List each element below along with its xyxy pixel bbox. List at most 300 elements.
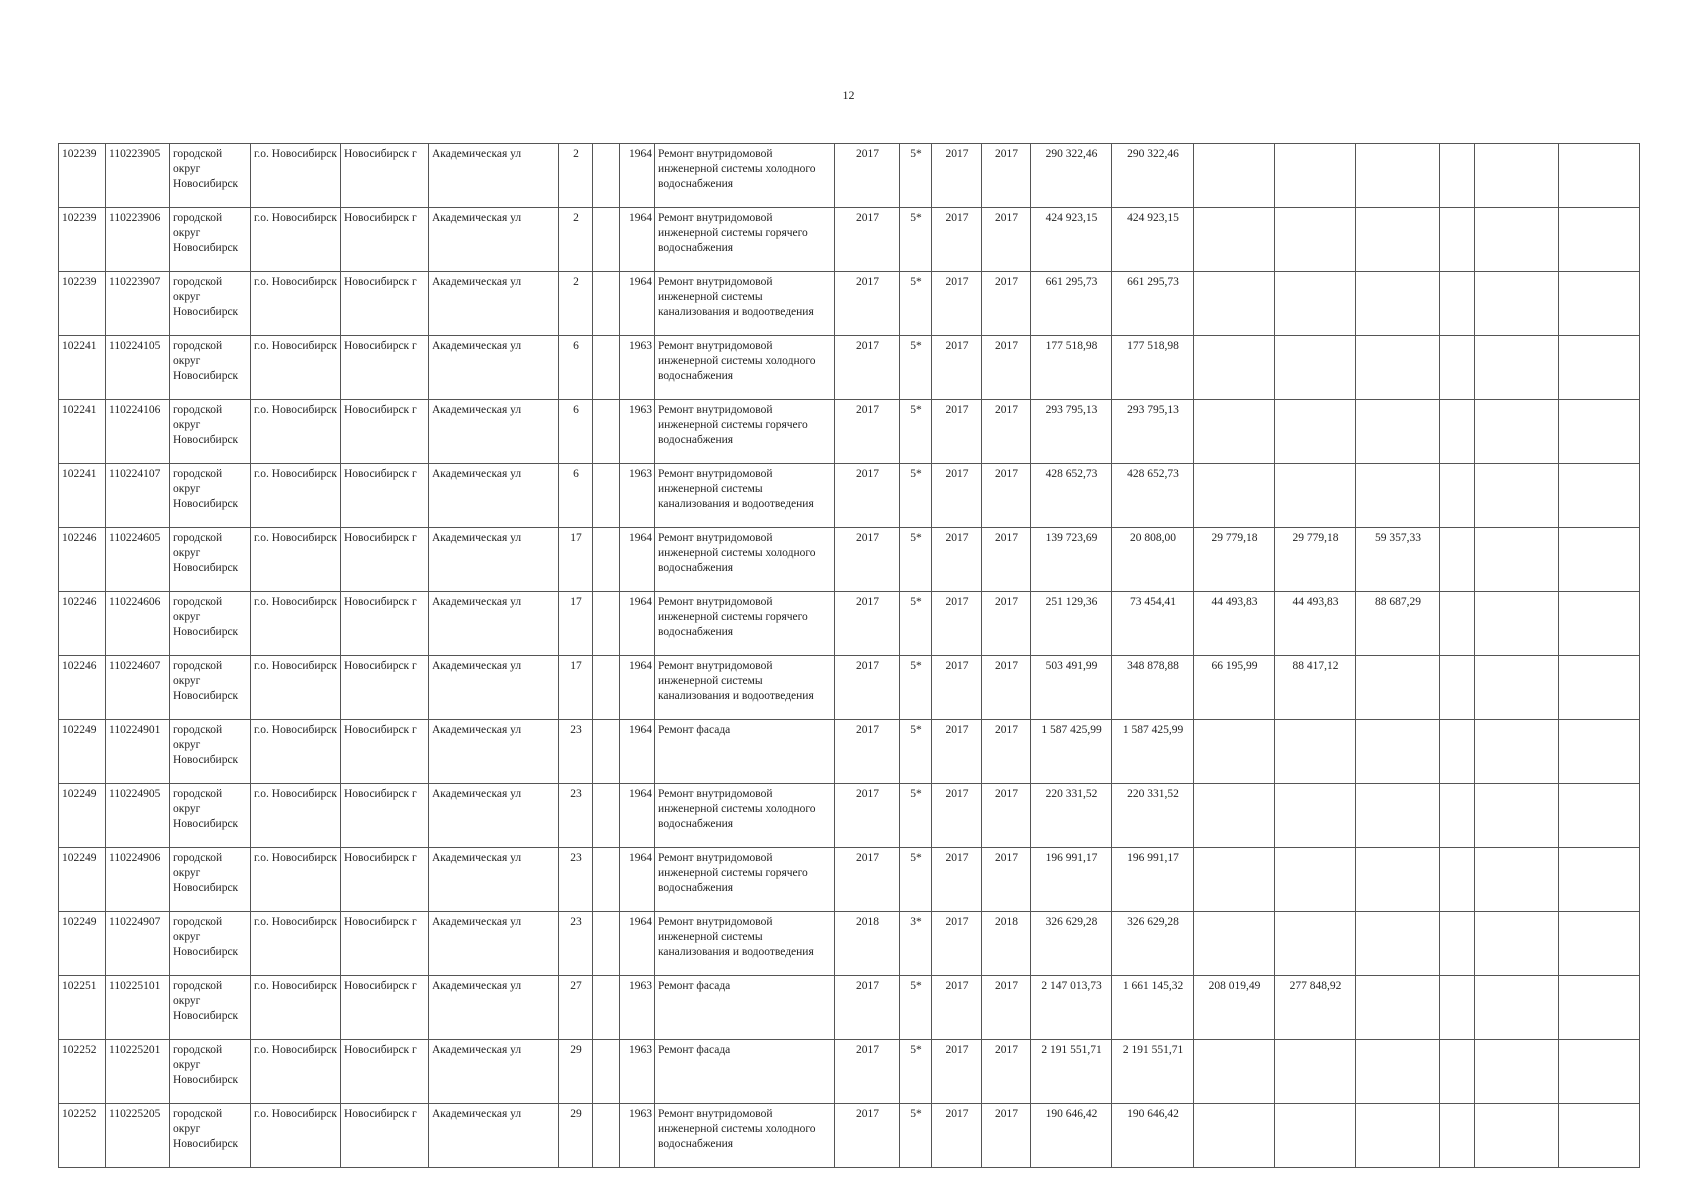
cell-work-id: 110224907 (106, 912, 170, 976)
cell-fund-c (1356, 336, 1440, 400)
cell-year-built: 1963 (620, 336, 655, 400)
cell-year-built: 1964 (620, 912, 655, 976)
cell-fund-b: 88 417,12 (1275, 656, 1356, 720)
cell-municipality: г.о. Новосибирск (251, 1104, 341, 1168)
cell-house-id: 102252 (59, 1040, 106, 1104)
cell-year-from: 2017 (932, 848, 982, 912)
cell-extra-1 (1440, 592, 1475, 656)
cell-fund-b (1275, 1040, 1356, 1104)
cell-fund-b (1275, 336, 1356, 400)
cell-total-cost: 177 518,98 (1031, 336, 1112, 400)
cell-letter (593, 720, 620, 784)
cell-house-number: 2 (559, 208, 593, 272)
cell-extra-1 (1440, 720, 1475, 784)
cell-fund-regional: 2 191 551,71 (1112, 1040, 1194, 1104)
cell-municipality: г.о. Новосибирск (251, 848, 341, 912)
cell-extra-3 (1559, 1104, 1640, 1168)
cell-fund-c: 88 687,29 (1356, 592, 1440, 656)
cell-plan-year: 2017 (835, 720, 900, 784)
cell-municipality: г.о. Новосибирск (251, 976, 341, 1040)
cell-year-to: 2018 (982, 912, 1031, 976)
cell-extra-1 (1440, 272, 1475, 336)
cell-letter (593, 1040, 620, 1104)
cell-work-type: Ремонт внутридомовой инженерной системы канализования и водоотведения (655, 464, 835, 528)
cell-house-number: 23 (559, 848, 593, 912)
cell-year-to: 2017 (982, 976, 1031, 1040)
cell-fund-a (1194, 912, 1275, 976)
cell-plan-year: 2017 (835, 656, 900, 720)
cell-fund-a (1194, 464, 1275, 528)
page-number: 12 (842, 88, 855, 102)
cell-street: Академическая ул (429, 912, 559, 976)
cell-extra-1 (1440, 912, 1475, 976)
cell-fund-a (1194, 784, 1275, 848)
cell-plan-year: 2017 (835, 1040, 900, 1104)
cell-plan-year: 2017 (835, 528, 900, 592)
cell-district: городской округ Новосибирск (170, 336, 251, 400)
cell-work-type: Ремонт внутридомовой инженерной системы канализования и водоотведения (655, 272, 835, 336)
table-row (59, 1040, 1640, 1104)
cell-street: Академическая ул (429, 272, 559, 336)
cell-fund-regional: 1 661 145,32 (1112, 976, 1194, 1040)
cell-category: 5* (900, 144, 932, 208)
cell-extra-2 (1475, 336, 1559, 400)
cell-category: 5* (900, 208, 932, 272)
cell-house-id: 102239 (59, 272, 106, 336)
cell-district: городской округ Новосибирск (170, 1104, 251, 1168)
cell-total-cost: 220 331,52 (1031, 784, 1112, 848)
cell-street: Академическая ул (429, 976, 559, 1040)
cell-house-id: 102252 (59, 1104, 106, 1168)
cell-fund-b (1275, 848, 1356, 912)
cell-fund-regional: 661 295,73 (1112, 272, 1194, 336)
cell-fund-c (1356, 976, 1440, 1040)
cell-extra-2 (1475, 528, 1559, 592)
cell-fund-regional: 20 808,00 (1112, 528, 1194, 592)
cell-fund-c (1356, 144, 1440, 208)
cell-fund-c (1356, 784, 1440, 848)
cell-category: 5* (900, 976, 932, 1040)
cell-locality: Новосибирск г (341, 1040, 429, 1104)
cell-year-from: 2017 (932, 464, 982, 528)
cell-year-to: 2017 (982, 400, 1031, 464)
cell-year-built: 1964 (620, 720, 655, 784)
cell-locality: Новосибирск г (341, 720, 429, 784)
table-row (59, 848, 1640, 912)
cell-year-built: 1964 (620, 144, 655, 208)
cell-locality: Новосибирск г (341, 208, 429, 272)
cell-total-cost: 251 129,36 (1031, 592, 1112, 656)
cell-letter (593, 464, 620, 528)
cell-extra-1 (1440, 656, 1475, 720)
cell-house-number: 29 (559, 1104, 593, 1168)
cell-work-type: Ремонт внутридомовой инженерной системы холодного водоснабжения (655, 784, 835, 848)
cell-work-type: Ремонт фасада (655, 1040, 835, 1104)
cell-fund-a: 44 493,83 (1194, 592, 1275, 656)
cell-total-cost: 428 652,73 (1031, 464, 1112, 528)
cell-extra-3 (1559, 272, 1640, 336)
cell-house-id: 102246 (59, 592, 106, 656)
cell-year-built: 1963 (620, 1040, 655, 1104)
cell-extra-1 (1440, 336, 1475, 400)
cell-fund-c (1356, 720, 1440, 784)
cell-category: 3* (900, 912, 932, 976)
cell-fund-regional: 190 646,42 (1112, 1104, 1194, 1168)
cell-year-built: 1964 (620, 784, 655, 848)
table-row (59, 400, 1640, 464)
cell-year-built: 1963 (620, 1104, 655, 1168)
cell-letter (593, 656, 620, 720)
cell-fund-c (1356, 656, 1440, 720)
cell-plan-year: 2017 (835, 144, 900, 208)
cell-house-number: 6 (559, 464, 593, 528)
cell-fund-c (1356, 208, 1440, 272)
cell-plan-year: 2017 (835, 784, 900, 848)
cell-plan-year: 2017 (835, 400, 900, 464)
cell-work-id: 110224105 (106, 336, 170, 400)
cell-house-id: 102246 (59, 656, 106, 720)
cell-house-number: 2 (559, 272, 593, 336)
cell-year-from: 2017 (932, 656, 982, 720)
cell-extra-1 (1440, 1040, 1475, 1104)
cell-fund-a (1194, 848, 1275, 912)
cell-category: 5* (900, 720, 932, 784)
cell-municipality: г.о. Новосибирск (251, 400, 341, 464)
cell-extra-3 (1559, 976, 1640, 1040)
cell-district: городской округ Новосибирск (170, 912, 251, 976)
cell-street: Академическая ул (429, 144, 559, 208)
cell-house-id: 102249 (59, 784, 106, 848)
cell-fund-regional: 196 991,17 (1112, 848, 1194, 912)
cell-year-from: 2017 (932, 720, 982, 784)
table-row (59, 976, 1640, 1040)
table-row (59, 656, 1640, 720)
cell-extra-1 (1440, 464, 1475, 528)
cell-fund-c (1356, 464, 1440, 528)
cell-fund-regional: 428 652,73 (1112, 464, 1194, 528)
cell-plan-year: 2017 (835, 848, 900, 912)
cell-locality: Новосибирск г (341, 336, 429, 400)
cell-fund-b (1275, 400, 1356, 464)
cell-fund-b (1275, 720, 1356, 784)
cell-year-built: 1964 (620, 592, 655, 656)
cell-fund-c (1356, 1040, 1440, 1104)
cell-work-type: Ремонт внутридомовой инженерной системы холодного водоснабжения (655, 528, 835, 592)
cell-extra-2 (1475, 592, 1559, 656)
cell-fund-regional: 177 518,98 (1112, 336, 1194, 400)
cell-year-to: 2017 (982, 272, 1031, 336)
cell-fund-a (1194, 336, 1275, 400)
cell-house-id: 102241 (59, 336, 106, 400)
cell-fund-b (1275, 464, 1356, 528)
cell-category: 5* (900, 1040, 932, 1104)
cell-fund-regional: 73 454,41 (1112, 592, 1194, 656)
table-row (59, 464, 1640, 528)
cell-work-type: Ремонт внутридомовой инженерной системы холодного водоснабжения (655, 1104, 835, 1168)
cell-extra-2 (1475, 656, 1559, 720)
cell-total-cost: 1 587 425,99 (1031, 720, 1112, 784)
cell-municipality: г.о. Новосибирск (251, 656, 341, 720)
cell-year-to: 2017 (982, 336, 1031, 400)
cell-locality: Новосибирск г (341, 272, 429, 336)
cell-letter (593, 208, 620, 272)
cell-year-from: 2017 (932, 1104, 982, 1168)
cell-year-to: 2017 (982, 464, 1031, 528)
cell-district: городской округ Новосибирск (170, 208, 251, 272)
cell-house-id: 102246 (59, 528, 106, 592)
cell-letter (593, 912, 620, 976)
cell-extra-1 (1440, 144, 1475, 208)
cell-fund-b (1275, 784, 1356, 848)
cell-extra-2 (1475, 144, 1559, 208)
cell-year-built: 1963 (620, 464, 655, 528)
cell-year-to: 2017 (982, 528, 1031, 592)
cell-plan-year: 2017 (835, 976, 900, 1040)
cell-fund-c (1356, 912, 1440, 976)
cell-house-number: 6 (559, 336, 593, 400)
cell-house-id: 102241 (59, 400, 106, 464)
cell-work-type: Ремонт внутридомовой инженерной системы горячего водоснабжения (655, 592, 835, 656)
cell-year-from: 2017 (932, 1040, 982, 1104)
cell-category: 5* (900, 784, 932, 848)
cell-street: Академическая ул (429, 1104, 559, 1168)
cell-year-built: 1964 (620, 528, 655, 592)
cell-work-id: 110225205 (106, 1104, 170, 1168)
cell-year-from: 2017 (932, 336, 982, 400)
cell-fund-c (1356, 848, 1440, 912)
cell-house-id: 102251 (59, 976, 106, 1040)
cell-street: Академическая ул (429, 784, 559, 848)
cell-fund-b: 277 848,92 (1275, 976, 1356, 1040)
cell-extra-3 (1559, 848, 1640, 912)
cell-municipality: г.о. Новосибирск (251, 1040, 341, 1104)
cell-extra-2 (1475, 464, 1559, 528)
cell-street: Академическая ул (429, 528, 559, 592)
cell-fund-a: 66 195,99 (1194, 656, 1275, 720)
cell-fund-a (1194, 1104, 1275, 1168)
cell-extra-1 (1440, 1104, 1475, 1168)
cell-work-type: Ремонт внутридомовой инженерной системы холодного водоснабжения (655, 336, 835, 400)
cell-municipality: г.о. Новосибирск (251, 144, 341, 208)
cell-year-to: 2017 (982, 144, 1031, 208)
cell-fund-regional: 220 331,52 (1112, 784, 1194, 848)
cell-year-to: 2017 (982, 1040, 1031, 1104)
cell-locality: Новосибирск г (341, 656, 429, 720)
cell-total-cost: 424 923,15 (1031, 208, 1112, 272)
cell-total-cost: 2 191 551,71 (1031, 1040, 1112, 1104)
cell-category: 5* (900, 656, 932, 720)
cell-work-type: Ремонт фасада (655, 720, 835, 784)
cell-plan-year: 2017 (835, 464, 900, 528)
cell-extra-3 (1559, 720, 1640, 784)
cell-extra-2 (1475, 784, 1559, 848)
cell-municipality: г.о. Новосибирск (251, 912, 341, 976)
cell-plan-year: 2017 (835, 208, 900, 272)
cell-letter (593, 592, 620, 656)
cell-letter (593, 272, 620, 336)
cell-house-id: 102249 (59, 720, 106, 784)
cell-extra-3 (1559, 528, 1640, 592)
cell-year-to: 2017 (982, 592, 1031, 656)
cell-extra-3 (1559, 400, 1640, 464)
cell-district: городской округ Новосибирск (170, 528, 251, 592)
cell-fund-regional: 424 923,15 (1112, 208, 1194, 272)
cell-house-number: 17 (559, 592, 593, 656)
cell-work-id: 110224607 (106, 656, 170, 720)
cell-category: 5* (900, 592, 932, 656)
cell-category: 5* (900, 848, 932, 912)
cell-locality: Новосибирск г (341, 400, 429, 464)
cell-extra-1 (1440, 848, 1475, 912)
cell-work-id: 110224107 (106, 464, 170, 528)
cell-street: Академическая ул (429, 464, 559, 528)
cell-fund-a: 208 019,49 (1194, 976, 1275, 1040)
cell-work-id: 110224906 (106, 848, 170, 912)
cell-house-number: 17 (559, 656, 593, 720)
cell-plan-year: 2018 (835, 912, 900, 976)
cell-fund-b: 29 779,18 (1275, 528, 1356, 592)
cell-extra-3 (1559, 336, 1640, 400)
cell-district: городской округ Новосибирск (170, 144, 251, 208)
cell-extra-3 (1559, 656, 1640, 720)
cell-fund-c (1356, 400, 1440, 464)
cell-work-id: 110223905 (106, 144, 170, 208)
cell-street: Академическая ул (429, 656, 559, 720)
cell-district: городской округ Новосибирск (170, 784, 251, 848)
cell-street: Академическая ул (429, 400, 559, 464)
cell-total-cost: 326 629,28 (1031, 912, 1112, 976)
cell-total-cost: 196 991,17 (1031, 848, 1112, 912)
cell-house-number: 27 (559, 976, 593, 1040)
table-row (59, 784, 1640, 848)
cell-street: Академическая ул (429, 1040, 559, 1104)
cell-fund-b (1275, 912, 1356, 976)
cell-locality: Новосибирск г (341, 912, 429, 976)
cell-work-type: Ремонт внутридомовой инженерной системы горячего водоснабжения (655, 848, 835, 912)
cell-house-number: 17 (559, 528, 593, 592)
cell-year-built: 1964 (620, 272, 655, 336)
cell-fund-b (1275, 208, 1356, 272)
cell-plan-year: 2017 (835, 336, 900, 400)
cell-fund-c (1356, 272, 1440, 336)
cell-plan-year: 2017 (835, 272, 900, 336)
cell-house-id: 102239 (59, 208, 106, 272)
cell-house-number: 23 (559, 912, 593, 976)
cell-fund-b (1275, 144, 1356, 208)
cell-house-number: 6 (559, 400, 593, 464)
cell-fund-a: 29 779,18 (1194, 528, 1275, 592)
cell-district: городской округ Новосибирск (170, 592, 251, 656)
cell-total-cost: 2 147 013,73 (1031, 976, 1112, 1040)
cell-extra-2 (1475, 976, 1559, 1040)
cell-locality: Новосибирск г (341, 848, 429, 912)
cell-municipality: г.о. Новосибирск (251, 272, 341, 336)
cell-house-id: 102241 (59, 464, 106, 528)
table-row (59, 272, 1640, 336)
cell-work-type: Ремонт внутридомовой инженерной системы горячего водоснабжения (655, 208, 835, 272)
cell-street: Академическая ул (429, 592, 559, 656)
cell-year-built: 1963 (620, 400, 655, 464)
cell-work-id: 110223907 (106, 272, 170, 336)
cell-fund-a (1194, 272, 1275, 336)
cell-year-to: 2017 (982, 848, 1031, 912)
cell-locality: Новосибирск г (341, 144, 429, 208)
cell-municipality: г.о. Новосибирск (251, 208, 341, 272)
cell-house-id: 102239 (59, 144, 106, 208)
cell-fund-regional: 348 878,88 (1112, 656, 1194, 720)
cell-category: 5* (900, 336, 932, 400)
cell-fund-c: 59 357,33 (1356, 528, 1440, 592)
cell-extra-3 (1559, 1040, 1640, 1104)
cell-work-type: Ремонт внутридомовой инженерной системы горячего водоснабжения (655, 400, 835, 464)
cell-locality: Новосибирск г (341, 976, 429, 1040)
table-row (59, 208, 1640, 272)
cell-extra-3 (1559, 592, 1640, 656)
cell-fund-b: 44 493,83 (1275, 592, 1356, 656)
cell-locality: Новосибирск г (341, 592, 429, 656)
cell-extra-2 (1475, 912, 1559, 976)
cell-work-id: 110224106 (106, 400, 170, 464)
cell-extra-3 (1559, 912, 1640, 976)
cell-letter (593, 528, 620, 592)
cell-category: 5* (900, 1104, 932, 1168)
register-table (58, 143, 1640, 1168)
cell-total-cost: 293 795,13 (1031, 400, 1112, 464)
cell-municipality: г.о. Новосибирск (251, 336, 341, 400)
cell-municipality: г.о. Новосибирск (251, 464, 341, 528)
cell-extra-3 (1559, 464, 1640, 528)
cell-year-to: 2017 (982, 208, 1031, 272)
cell-municipality: г.о. Новосибирск (251, 592, 341, 656)
table-row (59, 592, 1640, 656)
cell-extra-1 (1440, 784, 1475, 848)
cell-extra-1 (1440, 528, 1475, 592)
cell-work-id: 110223906 (106, 208, 170, 272)
cell-year-built: 1964 (620, 848, 655, 912)
cell-fund-b (1275, 1104, 1356, 1168)
cell-street: Академическая ул (429, 208, 559, 272)
cell-year-from: 2017 (932, 592, 982, 656)
cell-municipality: г.о. Новосибирск (251, 784, 341, 848)
cell-fund-a (1194, 400, 1275, 464)
cell-house-number: 23 (559, 784, 593, 848)
cell-extra-3 (1559, 784, 1640, 848)
cell-fund-a (1194, 720, 1275, 784)
cell-year-to: 2017 (982, 784, 1031, 848)
cell-extra-2 (1475, 1040, 1559, 1104)
cell-year-to: 2017 (982, 720, 1031, 784)
cell-work-type: Ремонт внутридомовой инженерной системы канализования и водоотведения (655, 656, 835, 720)
cell-work-id: 110224606 (106, 592, 170, 656)
cell-year-from: 2017 (932, 976, 982, 1040)
register-body (59, 144, 1640, 1168)
cell-category: 5* (900, 528, 932, 592)
cell-work-type: Ремонт фасада (655, 976, 835, 1040)
cell-letter (593, 400, 620, 464)
cell-total-cost: 139 723,69 (1031, 528, 1112, 592)
cell-work-id: 110224901 (106, 720, 170, 784)
cell-municipality: г.о. Новосибирск (251, 528, 341, 592)
cell-work-type: Ремонт внутридомовой инженерной системы холодного водоснабжения (655, 144, 835, 208)
cell-extra-1 (1440, 400, 1475, 464)
cell-district: городской округ Новосибирск (170, 1040, 251, 1104)
cell-year-from: 2017 (932, 400, 982, 464)
cell-category: 5* (900, 400, 932, 464)
cell-extra-2 (1475, 848, 1559, 912)
cell-street: Академическая ул (429, 720, 559, 784)
cell-house-id: 102249 (59, 848, 106, 912)
cell-district: городской округ Новосибирск (170, 720, 251, 784)
